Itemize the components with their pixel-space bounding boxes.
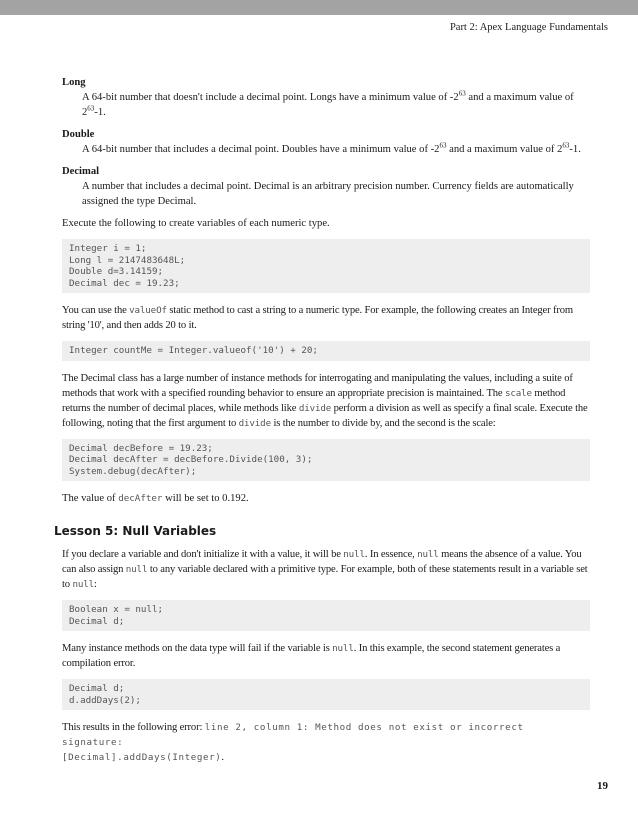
- inline-code: [Decimal].addDays(Integer): [62, 752, 222, 763]
- paragraph-instance-fail: Many instance methods on the data type will fail if the variable is null. In this example, the second statement generates a compilation error.: [62, 643, 561, 669]
- paragraph-decafter: The value of decAfter will be set to 0.192.: [62, 493, 249, 504]
- inline-code: line 2, column 1: Method does not exist or incorrect signature:: [62, 722, 524, 748]
- page-number: 19: [597, 780, 608, 792]
- paragraph-execute: Execute the following to create variables of each numeric type.: [62, 218, 330, 229]
- code-block-divide: [62, 439, 590, 482]
- code-line: Boolean x = null;: [69, 604, 164, 615]
- paragraph-null: If you declare a variable and don't initialize it with a value, it will be null. In essence, null means the absence of a value. You can also assign null to any variable declared with a primitive type. For example, both of these statements result in a variable set to null:: [62, 549, 588, 590]
- inline-code: valueOf: [129, 305, 167, 316]
- code-line: Long l = 2147483648L;: [69, 254, 186, 266]
- inline-code: null: [343, 549, 365, 560]
- code-line: Decimal d;: [69, 683, 125, 694]
- code-block-null: [62, 600, 590, 631]
- code-line: System.debug(decAfter);: [69, 465, 197, 477]
- code-line: Decimal d;: [69, 615, 125, 627]
- term-decimal: Decimal: [62, 166, 100, 177]
- code-line: Decimal decAfter = decBefore.Divide(100, 3);: [69, 454, 313, 465]
- code-line: d.addDays(2);: [69, 694, 141, 706]
- paragraph-error: This results in the following error: line 2, column 1: Method does not exist or incorrect signature: [Decimal].addDays(Integer).: [62, 722, 524, 763]
- code-line: Integer i = 1;: [69, 243, 147, 254]
- definition-decimal: A number that includes a decimal point. Decimal is an arbitrary precision number. Currency fields are automatically assigned the type Decimal.: [82, 181, 574, 207]
- code-block-numeric-types: [62, 239, 590, 293]
- page-content: [54, 72, 590, 771]
- inline-code: null: [125, 564, 148, 575]
- paragraph-decimal-class: The Decimal class has a large number of instance methods for interrogating and manipulating the values, including a suite of methods that work with a specified rounding behavior to ensure an appropriate precision is maintained. The scale method returns the number of decimal places, while methods like divide perform a division as well as specify a final scale. Execute the following, noting that the first argument to divide is the number to divide by, and the second is the scale:: [62, 372, 588, 429]
- inline-code: null: [332, 643, 354, 654]
- inline-code: null: [72, 579, 94, 590]
- definition-long: A 64-bit number that doesn't include a decimal point. Longs have a minimum value of $-2^{63}$ and a maximum value of $2^{63}-1$.: [82, 89, 574, 118]
- code-block-valueof: [62, 341, 590, 361]
- paragraph-valueof: You can use the valueOf static method to cast a string to a numeric type. For example, the following creates an Integer from string '10', and then adds 20 to it.: [62, 305, 573, 331]
- code-line: Integer countMe = Integer.valueof('10') + 20;: [69, 345, 318, 356]
- top-bar: [0, 0, 638, 15]
- inline-code: null: [417, 549, 439, 560]
- inline-code: divide: [298, 402, 332, 414]
- term-long: Long: [62, 77, 86, 88]
- inline-code: scale: [504, 387, 532, 399]
- code-block-adddays: [62, 679, 590, 710]
- definition-double: A 64-bit number that includes a decimal point. Doubles have a minimum value of $-2^{63}$ and a maximum value of $2^{63}-1$.: [82, 141, 581, 155]
- term-double: Double: [62, 129, 95, 140]
- code-line: Decimal decBefore = 19.23;: [69, 442, 213, 454]
- code-line: Double d=3.14159;: [69, 266, 164, 277]
- inline-code: divide: [238, 417, 271, 429]
- running-header: Part 2: Apex Language Fundamentals: [449, 22, 608, 33]
- code-line: Decimal dec = 19.23;: [69, 277, 180, 289]
- lesson-heading: Lesson 5: Null Variables: [54, 524, 217, 538]
- inline-code: decAfter: [118, 493, 163, 504]
